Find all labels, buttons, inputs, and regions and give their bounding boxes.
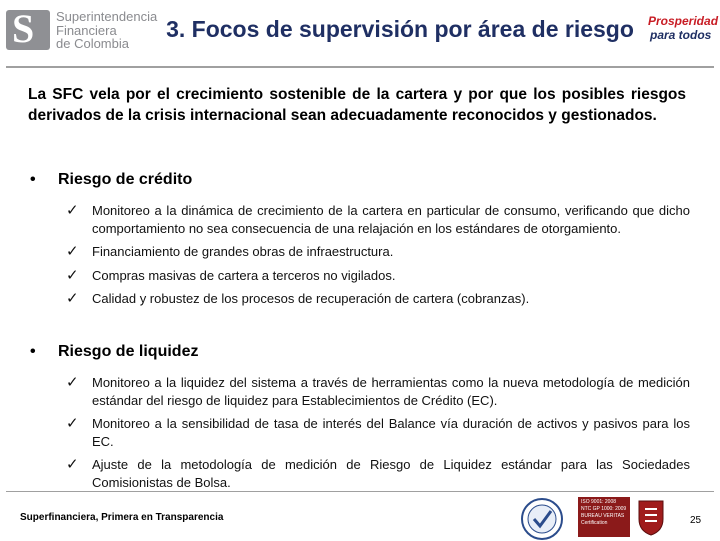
prosperidad-logo (648, 14, 719, 46)
logo-line-3: de Colombia (56, 36, 129, 51)
checkmark-icon: ✓ (66, 456, 79, 473)
checkmark-icon: ✓ (66, 243, 79, 260)
section-credit-risk (30, 170, 690, 314)
checkmark-icon: ✓ (66, 290, 79, 307)
list-item (30, 202, 690, 237)
footer-tagline: Superfinanciera, Primera en Transparencia (20, 512, 224, 523)
list-item (30, 267, 690, 285)
bullet-icon: • (30, 171, 36, 188)
slide-title: 3. Focos de supervisión por área de riesgo (166, 16, 634, 42)
cert-line-3: BUREAU VERITAS (581, 513, 625, 519)
section-title-text: Riesgo de liquidez (58, 343, 199, 360)
checkmark-icon: ✓ (66, 374, 79, 391)
list-item-text: Compras masivas de cartera a terceros no vigilados. (92, 267, 396, 283)
section-title (30, 170, 690, 190)
sfc-logo-text (56, 10, 157, 51)
sfc-logo-mark: S (6, 10, 50, 50)
bullet-icon: • (30, 343, 36, 360)
list-item (30, 290, 690, 308)
logo-line-2: Financiera (56, 22, 117, 38)
list-item-text: Financiamiento de grandes obras de infraestructura. (92, 244, 394, 259)
section-liquidity-risk (30, 342, 690, 497)
checkmark-icon: ✓ (66, 266, 79, 284)
list-item-text: Ajuste de la metodología de medición de Riesgo de Liquidez estándar para las Sociedades Comisionistas de Bolsa. (92, 457, 690, 490)
logo-line-1: Superintendencia (56, 9, 158, 24)
cert-line-1: ISO 9001: 2008 (581, 499, 617, 505)
list-item-text: Monitoreo a la liquidez del sistema a través de herramientas como la nueva metodología de medición estándar del riesgo de liquidez para Establecimientos de Crédito (EC). (92, 375, 690, 408)
list-item (30, 456, 690, 491)
bureau-veritas-crest-icon (636, 497, 666, 537)
checkmark-icon: ✓ (66, 415, 79, 432)
checkmark-icon: ✓ (66, 202, 79, 219)
brand-line-2: para todos (650, 28, 712, 42)
header-divider (6, 66, 714, 68)
list-item-text: Monitoreo a la sensibilidad de tasa de interés del Balance vía duración de activos y pasivos para los EC. (92, 416, 690, 449)
section-title (30, 342, 690, 362)
section-title-text: Riesgo de crédito (58, 171, 193, 188)
list-item (30, 374, 690, 409)
brand-line-1: Prosperidad (648, 14, 719, 28)
list-item-text: Calidad y robustez de los procesos de recuperación de cartera (cobranzas). (92, 291, 530, 306)
list-item-text: Monitoreo a la dinámica de crecimiento de la cartera en particular de consumo, verificando que dicho comportamiento no sea consecuencia de una relajación en los estándares de otorgamiento. (92, 203, 690, 236)
cert-line-2: NTC GP 1000: 2009 (581, 506, 627, 512)
certification-seal-icon (520, 497, 564, 541)
intro-paragraph: La SFC vela por el crecimiento sostenible de la cartera y por que los posibles riesgos derivados de la crisis internacional sean adecuadamente reconocidos y gestionados. (28, 86, 686, 124)
iso-certification-badge (578, 497, 630, 537)
cert-line-4: Certification (581, 520, 608, 526)
list-item (30, 415, 690, 450)
footer-divider (6, 491, 714, 492)
sfc-logo (6, 8, 166, 54)
page-number: 25 (690, 515, 702, 526)
list-item (30, 243, 690, 261)
